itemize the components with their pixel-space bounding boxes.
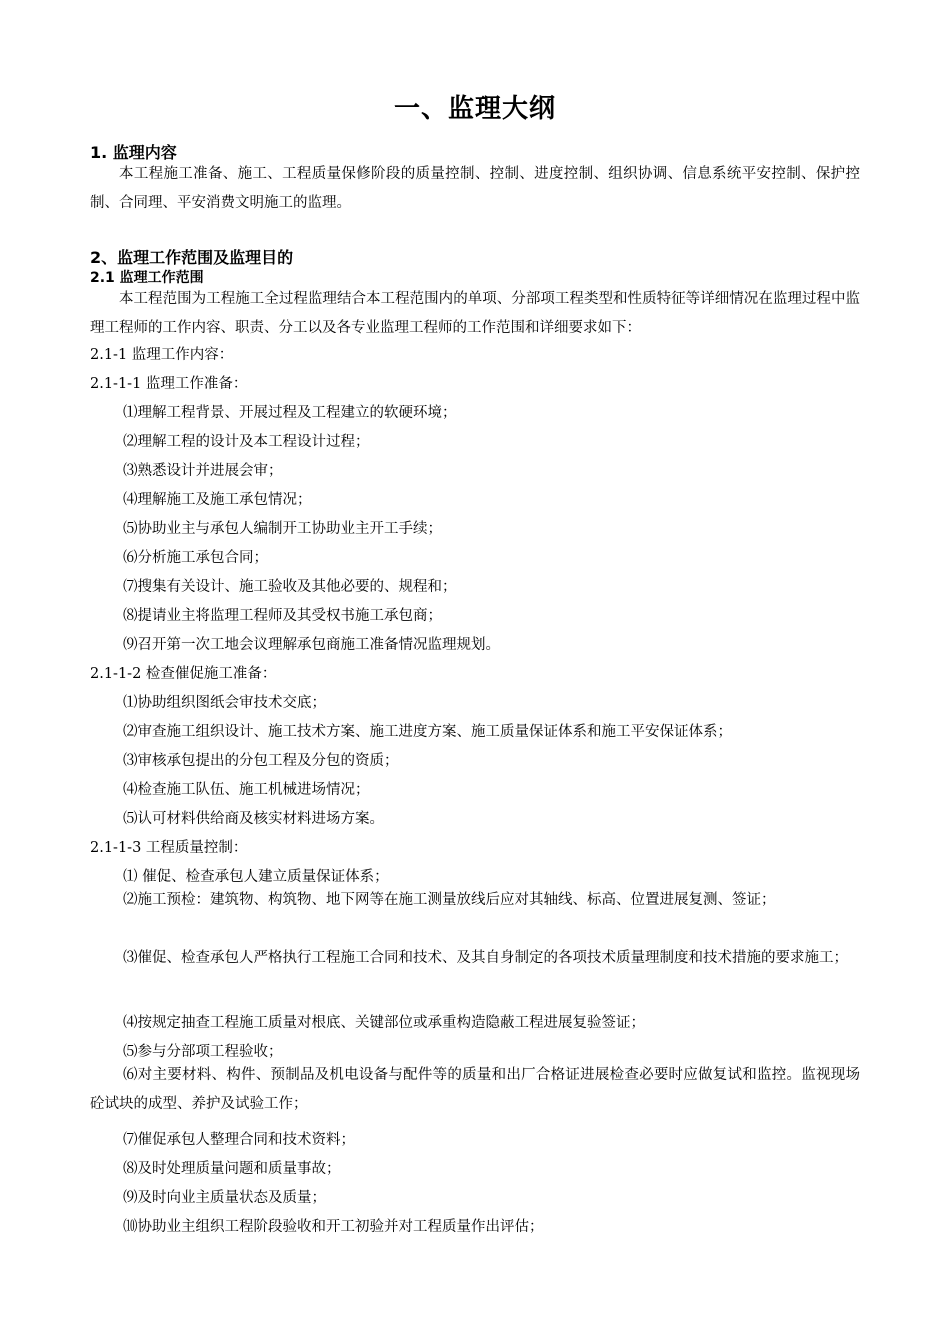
prep-item: ⑴理解工程背景、开展过程及工程建立的软硬环境； <box>123 405 457 421</box>
item-2-1-1-3: 2.1-1-3 工程质量控制： <box>90 840 248 856</box>
check-item: ⑶审核承包提出的分包工程及分包的资质； <box>123 753 399 769</box>
quality-item: ⑽协助业主组织工程阶段验收和开工初验并对工程质量作出评估； <box>123 1219 544 1235</box>
page-title: 一、监理大纲 <box>393 94 556 124</box>
section-1-paragraph: 本工程施工准备、施工、工程质量保修阶段的质量控制、控制、进度控制、组织协调、信息系统平安控制、保护控制、合同理、平安消费文明施工的监理。 <box>90 166 860 211</box>
check-item: ⑷检查施工队伍、施工机械进场情况； <box>123 782 370 798</box>
section-2-1-paragraph: 本工程范围为工程施工全过程监理结合本工程范围内的单项、分部项工程类型和性质特征等详细情况在监理过程中监理工程师的工作内容、职责、分工以及各专业监理工程师的工作范围和详细要求如下： <box>90 291 860 336</box>
quality-item: ⑻及时处理质量问题和质量事故； <box>123 1161 341 1177</box>
prep-item: ⑵理解工程的设计及本工程设计过程； <box>123 434 370 450</box>
quality-item: ⑴ 催促、检查承包人建立质量保证体系； <box>123 869 389 885</box>
prep-item: ⑼召开第一次工地会议理解承包商施工准备情况监理规划。 <box>123 637 500 653</box>
item-2-1-1-2: 2.1-1-2 检查催促施工准备： <box>90 666 277 682</box>
check-item: ⑸认可材料供给商及核实材料进场方案。 <box>123 811 384 827</box>
quality-item: ⑹对主要材料、构件、预制品及机电设备与配件等的质量和出厂合格证进展检查必要时应做复试和监控。监视现场砼试块的成型、养护及试验工作； <box>90 1067 860 1112</box>
section-1-heading: 1. 监理内容 <box>90 143 177 162</box>
quality-item: ⑺催促承包人整理合同和技术资料； <box>123 1132 355 1148</box>
prep-item: ⑷理解施工及施工承包情况； <box>123 492 312 508</box>
check-item: ⑵审查施工组织设计、施工技术方案、施工进度方案、施工质量保证体系和施工平安保证体系； <box>123 724 732 740</box>
prep-item: ⑶熟悉设计并进展会审； <box>123 463 283 479</box>
prep-item: ⑹分析施工承包合同； <box>123 550 268 566</box>
prep-item: ⑻提请业主将监理工程师及其受权书施工承包商； <box>123 608 442 624</box>
section-2-heading: 2、监理工作范围及监理目的 <box>90 248 294 267</box>
quality-item: ⑶催促、检查承包人严格执行工程施工合同和技术、及其自身制定的各项技术质量理制度和技术措施的要求施工； <box>123 950 848 966</box>
check-item: ⑴协助组织图纸会审技术交底； <box>123 695 326 711</box>
prep-item: ⑸协助业主与承包人编制开工协助业主开工手续； <box>123 521 442 537</box>
quality-item: ⑵施工预检：建筑物、构筑物、地下网等在施工测量放线后应对其轴线、标高、位置进展复测、签证； <box>123 892 776 908</box>
prep-item: ⑺搜集有关设计、施工验收及其他必要的、规程和； <box>123 579 457 595</box>
section-2-1-heading: 2.1 监理工作范围 <box>90 270 204 286</box>
quality-item: ⑼及时向业主质量状态及质量； <box>123 1190 326 1206</box>
item-2-1-1-1: 2.1-1-1 监理工作准备： <box>90 376 248 392</box>
quality-item: ⑷按规定抽查工程施工质量对根底、关键部位或承重构造隐蔽工程进展复验签证； <box>123 1015 645 1031</box>
quality-item: ⑸参与分部项工程验收； <box>123 1044 283 1060</box>
item-2-1-1: 2.1-1 监理工作内容： <box>90 347 234 363</box>
